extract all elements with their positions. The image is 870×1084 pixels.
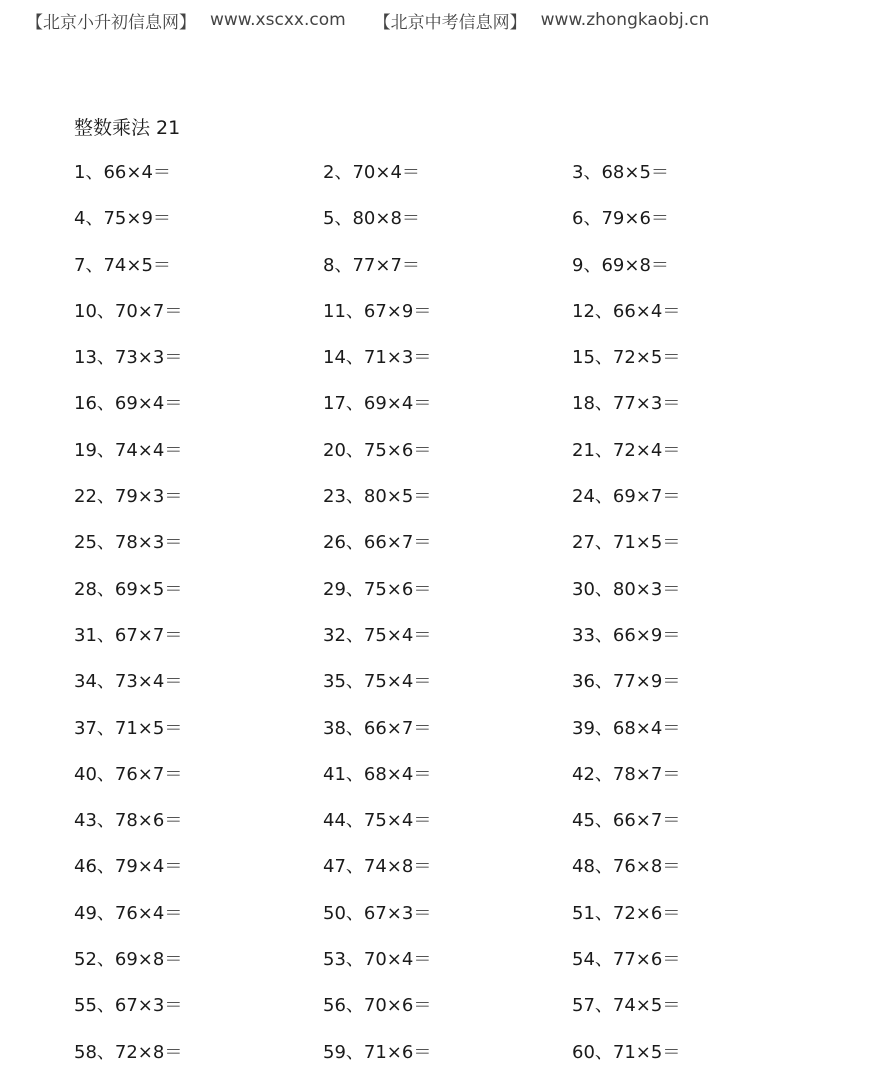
header-site-xscxx: www.xscxx.com xyxy=(210,10,346,30)
problem-item: 1、66×4＝ xyxy=(74,162,171,183)
problem-item: 36、77×9＝ xyxy=(572,671,681,693)
problem-item: 32、75×4＝ xyxy=(323,624,432,646)
problem-item: 27、71×5＝ xyxy=(572,532,681,554)
problem-row xyxy=(74,760,834,806)
problem-item: 18、77×3＝ xyxy=(572,393,681,415)
problem-item: 2、70×4＝ xyxy=(323,162,420,183)
problem-row xyxy=(74,899,834,945)
problem-item: 37、71×5＝ xyxy=(74,717,183,739)
problem-row xyxy=(74,621,834,667)
page-title: 整数乘法 21 xyxy=(74,117,181,139)
problem-item: 25、78×3＝ xyxy=(74,532,183,554)
problem-row xyxy=(74,991,834,1037)
problem-item: 42、78×7＝ xyxy=(572,763,681,785)
header-site-zhongkao: www.zhongkaobj.cn xyxy=(540,10,710,30)
problem-item: 59、71×6＝ xyxy=(323,1041,432,1063)
problem-row xyxy=(74,436,834,482)
problem-item: 12、66×4＝ xyxy=(572,300,681,322)
problem-item: 7、74×5＝ xyxy=(74,254,171,276)
problem-item: 43、78×6＝ xyxy=(74,810,183,832)
problem-item: 10、70×7＝ xyxy=(74,300,183,322)
problem-item: 16、69×4＝ xyxy=(74,393,183,415)
problem-item: 34、73×4＝ xyxy=(74,671,183,693)
problem-item: 44、75×4＝ xyxy=(323,810,432,832)
problem-row xyxy=(74,575,834,621)
problem-item: 5、80×8＝ xyxy=(323,208,420,230)
problem-item: 28、69×5＝ xyxy=(74,578,183,600)
problem-item: 51、72×6＝ xyxy=(572,902,681,924)
problem-item: 3、68×5＝ xyxy=(572,162,669,183)
problem-item: 4、75×9＝ xyxy=(74,208,171,230)
problem-item: 50、67×3＝ xyxy=(323,902,432,924)
problem-row xyxy=(74,528,834,574)
problem-item: 46、79×4＝ xyxy=(74,856,183,878)
problem-row xyxy=(74,667,834,713)
header-brand-zhongkao: 【北京中考信息网】 xyxy=(373,12,527,33)
problem-row xyxy=(74,158,834,204)
problem-item: 38、66×7＝ xyxy=(323,717,432,739)
problem-item: 13、73×3＝ xyxy=(74,347,183,369)
problem-grid xyxy=(74,158,834,1084)
problem-item: 40、76×7＝ xyxy=(74,763,183,785)
problem-item: 30、80×3＝ xyxy=(572,578,681,600)
problem-item: 57、74×5＝ xyxy=(572,995,681,1017)
problem-item: 39、68×4＝ xyxy=(572,717,681,739)
problem-item: 14、71×3＝ xyxy=(323,347,432,369)
problem-item: 35、75×4＝ xyxy=(323,671,432,693)
problem-item: 56、70×6＝ xyxy=(323,995,432,1017)
problem-row xyxy=(74,343,834,389)
problem-item: 21、72×4＝ xyxy=(572,439,681,461)
problem-row xyxy=(74,1038,834,1084)
problem-item: 8、77×7＝ xyxy=(323,254,420,276)
problem-item: 58、72×8＝ xyxy=(74,1041,183,1063)
problem-item: 23、80×5＝ xyxy=(323,486,432,508)
problem-item: 29、75×6＝ xyxy=(323,578,432,600)
problem-item: 22、79×3＝ xyxy=(74,486,183,508)
problem-item: 53、70×4＝ xyxy=(323,949,432,971)
problem-item: 19、74×4＝ xyxy=(74,439,183,461)
problem-row xyxy=(74,297,834,343)
page-header xyxy=(26,8,709,32)
problem-item: 31、67×7＝ xyxy=(74,624,183,646)
problem-row xyxy=(74,204,834,250)
problem-item: 47、74×8＝ xyxy=(323,856,432,878)
problem-row xyxy=(74,714,834,760)
header-brand-xscxx: 【北京小升初信息网】 xyxy=(26,12,196,33)
problem-item: 48、76×8＝ xyxy=(572,856,681,878)
problem-item: 33、66×9＝ xyxy=(572,624,681,646)
problem-row xyxy=(74,251,834,297)
problem-item: 52、69×8＝ xyxy=(74,949,183,971)
problem-item: 41、68×4＝ xyxy=(323,763,432,785)
problem-item: 17、69×4＝ xyxy=(323,393,432,415)
problem-row xyxy=(74,945,834,991)
problem-row xyxy=(74,482,834,528)
problem-item: 15、72×5＝ xyxy=(572,347,681,369)
problem-item: 54、77×6＝ xyxy=(572,949,681,971)
problem-item: 24、69×7＝ xyxy=(572,486,681,508)
problem-item: 20、75×6＝ xyxy=(323,439,432,461)
problem-item: 55、67×3＝ xyxy=(74,995,183,1017)
problem-item: 11、67×9＝ xyxy=(323,300,432,322)
problem-item: 6、79×6＝ xyxy=(572,208,669,230)
problem-item: 49、76×4＝ xyxy=(74,902,183,924)
problem-row xyxy=(74,806,834,852)
problem-item: 9、69×8＝ xyxy=(572,254,669,276)
problem-item: 60、71×5＝ xyxy=(572,1041,681,1063)
problem-row xyxy=(74,389,834,435)
problem-item: 45、66×7＝ xyxy=(572,810,681,832)
problem-item: 26、66×7＝ xyxy=(323,532,432,554)
problem-row xyxy=(74,852,834,898)
